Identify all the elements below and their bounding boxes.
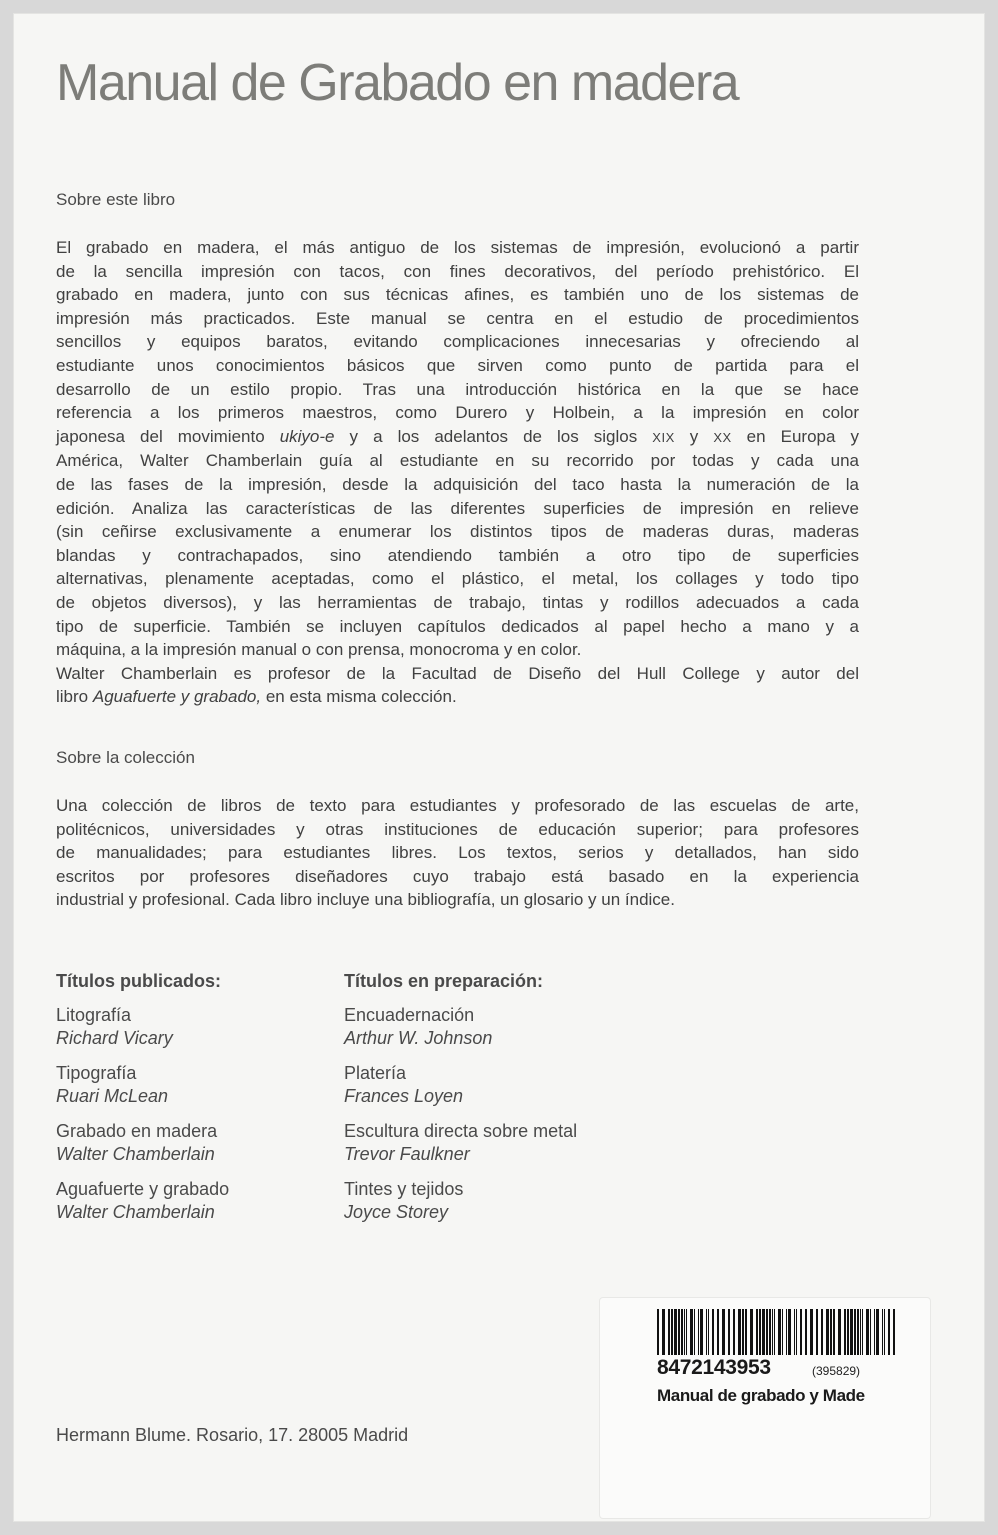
book-entry-author: Trevor Faulkner	[344, 1144, 470, 1164]
barcode-bar	[728, 1309, 730, 1355]
about-book-heading: Sobre este libro	[56, 190, 176, 209]
publisher-address: Hermann Blume. Rosario, 17. 28005 Madrid	[56, 1425, 409, 1445]
barcode-bar	[796, 1309, 797, 1355]
author-bio-line: Walter Chamberlain es profesor de la Facultad de Diseño del Hull College y autor del	[56, 663, 859, 683]
barcode-bar	[668, 1309, 670, 1355]
book-entry-title: Escultura directa sobre metal	[344, 1121, 578, 1141]
barcode-bar	[810, 1309, 813, 1355]
text-line: sencillos y equipos baratos, evitando complicaciones innecesarias y ofreciendo al	[56, 332, 859, 352]
published-titles-heading: Títulos publicados:	[56, 971, 221, 991]
text-line: referencia a los primeros maestros, como Durero y Holbein, a la impresión en color	[56, 403, 859, 423]
barcode-bar	[893, 1309, 895, 1355]
text-line: estudiante unos conocimientos básicos que sirven como punto de partida para el	[56, 355, 859, 375]
text-line: alternativas, plenamente aceptadas, como el plástico, el metal, los collages y todo tipo	[56, 569, 859, 589]
text-line: escritos por profesores diseñadores cuyo trabajo está basado en la experiencia	[56, 866, 859, 886]
about-book-text	[56, 236, 859, 709]
barcode-bar	[782, 1309, 783, 1355]
book-entry-title: Tipografía	[56, 1063, 137, 1083]
barcode-bar	[884, 1309, 885, 1355]
barcode-bar	[866, 1309, 869, 1355]
barcode-bar	[800, 1309, 802, 1355]
about-collection-text	[56, 794, 859, 912]
barcode-bar	[870, 1309, 871, 1355]
list-item	[56, 1178, 346, 1224]
barcode-bar	[769, 1309, 771, 1355]
text-line: politécnicos, universidades y otras instituciones de educación superior; para profesores	[56, 819, 859, 839]
text-line: de manualidades; para estudiantes libres. Los textos, serios y detallados, han sido	[56, 843, 859, 863]
book-title: Manual de Grabado en madera	[56, 54, 739, 112]
barcode-bar	[847, 1309, 849, 1355]
text-line: grabado en madera, junto con sus técnicas afines, es también uno de los sistemas de	[56, 285, 859, 305]
list-item	[56, 1062, 346, 1108]
barcode-bar	[759, 1309, 761, 1355]
barcode-bar	[826, 1309, 829, 1355]
barcode-bar	[766, 1309, 768, 1355]
barcode-bar	[712, 1309, 714, 1355]
barcode-bar	[788, 1309, 791, 1355]
barcode-bar	[678, 1309, 680, 1355]
book-entry-title: Aguafuerte y grabado	[56, 1179, 230, 1199]
barcode-bar	[874, 1309, 875, 1355]
barcode-bar	[821, 1309, 823, 1355]
barcode-bar	[738, 1309, 741, 1355]
text-line: de las fases de la impresión, desde la adquisición del taco hasta la numeración de la	[56, 474, 859, 494]
ean-number: 8472143953	[657, 1356, 771, 1379]
barcode-icon	[657, 1309, 897, 1355]
barcode-bar	[722, 1309, 725, 1355]
book-entry-author: Arthur W. Johnson	[344, 1028, 493, 1048]
text-line: de objetos diversos), y las herramientas de trabajo, tintas y rodillos adecuados a cada	[56, 592, 859, 612]
barcode-bar	[838, 1309, 841, 1355]
barcode-bar	[657, 1309, 659, 1355]
barcode-bar	[690, 1309, 693, 1355]
stock-code: (395829)	[812, 1364, 861, 1378]
text-line: América, Walter Chamberlain guía al estudiante en su recorrido por todas y cada una	[56, 451, 859, 471]
book-entry-author: Joyce Storey	[344, 1202, 449, 1222]
list-item	[344, 1120, 634, 1166]
barcode-bar	[786, 1309, 787, 1355]
text-line: tipo de superficie. También se incluyen capítulos dedicados al papel hecho a mano y a	[56, 616, 859, 636]
book-entry-author: Frances Loyen	[344, 1086, 464, 1106]
barcode-bar	[694, 1309, 695, 1355]
barcode-bar	[774, 1309, 775, 1355]
barcode-bar	[756, 1309, 758, 1355]
barcode-bar	[706, 1309, 707, 1355]
book-entry-title: Tintes y tejidos	[344, 1179, 464, 1199]
book-entry-author: Walter Chamberlain	[56, 1144, 215, 1164]
barcode-bar	[888, 1309, 890, 1355]
book-entry-author: Ruari McLean	[56, 1086, 169, 1106]
book-entry-author: Walter Chamberlain	[56, 1202, 215, 1222]
barcode-bar	[850, 1309, 853, 1355]
text-line: (sin ceñirse exclusivamente a enumerar los distintos tipos de maderas duras, maderas	[56, 522, 859, 542]
barcode-bar	[700, 1309, 703, 1355]
book-entry-title: Platería	[344, 1063, 407, 1083]
book-entry-author: Richard Vicary	[56, 1028, 173, 1048]
book-entry-title: Litografía	[56, 1005, 132, 1025]
text-line: El grabado en madera, el más antiguo de los sistemas de impresión, evolucionó a partir	[56, 238, 859, 257]
barcode-bar	[674, 1309, 677, 1355]
barcode-bar	[762, 1309, 765, 1355]
barcode-bar	[844, 1309, 846, 1355]
published-titles	[56, 971, 346, 1236]
text-line: desarrollo de un estilo propio. Tras una introducción histórica en la que se hace	[56, 379, 859, 399]
barcode-bar	[876, 1309, 879, 1355]
list-item	[56, 1120, 346, 1166]
text-line: impresión más practicados. Este manual se centra en el estudio de procedimientos	[56, 308, 859, 328]
book-entry-title: Encuadernación	[344, 1005, 475, 1025]
barcode-bar	[857, 1309, 859, 1355]
barcode-bar	[854, 1309, 856, 1355]
barcode-bar	[882, 1309, 883, 1355]
barcode-bar	[681, 1309, 683, 1355]
barcode-bar	[698, 1309, 699, 1355]
barcode-sticker	[600, 1298, 930, 1518]
barcode-bar	[708, 1309, 709, 1355]
list-item	[344, 1004, 634, 1050]
book-back-cover	[13, 13, 985, 1522]
barcode-bar	[684, 1309, 685, 1355]
barcode-bar	[671, 1309, 673, 1355]
list-item	[344, 1178, 634, 1224]
barcode-bar	[717, 1309, 719, 1355]
barcode-bar	[686, 1309, 687, 1355]
barcode-bar	[742, 1309, 744, 1355]
barcode-bar	[833, 1309, 835, 1355]
text-line: edición. Analiza las características de las diferentes superficies de impresión en relieve	[56, 498, 859, 518]
list-item	[56, 1004, 346, 1050]
barcode-bar	[794, 1309, 795, 1355]
sticker-label: Manual de grabado y Made	[657, 1386, 865, 1405]
barcode-bar	[733, 1309, 735, 1355]
barcode-bar	[778, 1309, 781, 1355]
author-bio-line: libro Aguafuerte y grabado, en esta misma colección.	[56, 687, 457, 707]
barcode-bar	[772, 1309, 773, 1355]
barcode-bar	[745, 1309, 747, 1355]
list-item	[344, 1062, 634, 1108]
text-line: máquina, a la impresión manual o con prensa, monocroma y en color.	[56, 640, 582, 660]
in-preparation-titles	[344, 971, 634, 1236]
barcode-bar	[830, 1309, 832, 1355]
book-entry-title: Grabado en madera	[56, 1121, 218, 1141]
barcode-bar	[860, 1309, 861, 1355]
text-line: Una colección de libros de texto para estudiantes y profesorado de las escuelas de arte,	[56, 796, 859, 815]
barcode-bar	[816, 1309, 818, 1355]
about-collection-heading: Sobre la colección	[56, 748, 195, 767]
barcode-bar	[805, 1309, 807, 1355]
text-line: industrial y profesional. Cada libro incluye una bibliografía, un glosario y un índice.	[56, 890, 675, 910]
barcode-bar	[750, 1309, 753, 1355]
in-preparation-heading: Títulos en preparación:	[344, 971, 544, 991]
barcode-bar	[862, 1309, 863, 1355]
text-line: japonesa del movimiento ukiyo-e y a los adelantos de los siglos XIX y XX en Europa y	[56, 426, 859, 446]
barcode-bar	[662, 1309, 665, 1355]
text-line: de la sencilla impresión con tacos, con fines decorativos, del período prehistórico. El	[56, 261, 859, 281]
text-line: blandas y contrachapados, sino atendiendo también a otro tipo de superficies	[56, 545, 859, 565]
